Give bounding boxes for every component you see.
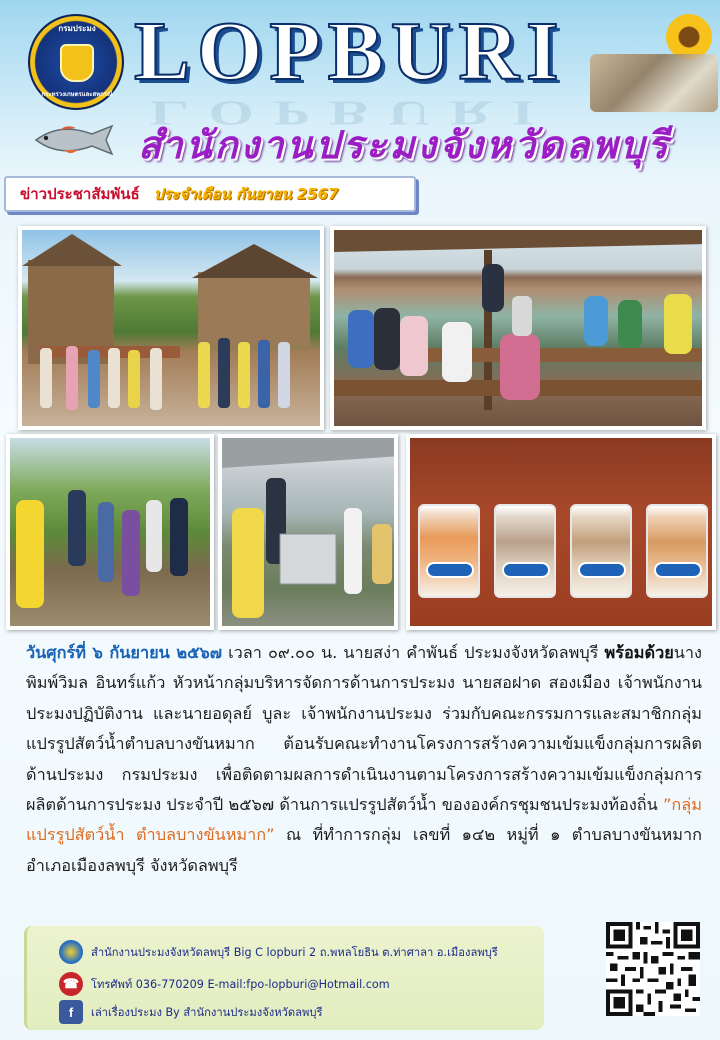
product-tray: [494, 504, 556, 598]
footer-address-row: [59, 940, 498, 964]
photo-meeting-scene: [334, 230, 706, 430]
logo-text-top: กรมประมง: [58, 24, 96, 33]
header: [0, 0, 720, 178]
photo-equipment-scene: [222, 438, 398, 630]
product-tray: [418, 504, 480, 598]
department-seal-icon: [28, 14, 124, 110]
goats-photo: [590, 54, 718, 112]
footer-contact: [24, 926, 544, 1030]
news-banner: [4, 176, 416, 212]
article-date: วันศุกร์ที่ ๖ กันยายน ๒๕๖๗: [26, 643, 222, 662]
facebook-icon[interactable]: f: [59, 1000, 83, 1024]
logo-text-bottom: กระทรวงเกษตรและสหกรณ์: [41, 92, 113, 98]
product-tray: [646, 504, 708, 598]
footer-facebook[interactable]: เล่าเรื่องประมง By สำนักงานประมงจังหวัดลพบุรี: [91, 1006, 323, 1019]
photo-site-visit: [6, 434, 214, 630]
photo-meeting-pavilion: [330, 226, 706, 430]
article-group-name: ”กลุ่มแปรรูปสัตว์น้ำ ตำบลบางขันหมาก”: [26, 795, 702, 845]
article-with: พร้อมด้วย: [604, 643, 674, 662]
product-label-icon: [578, 562, 626, 578]
page-title: LOPBURI: [134, 5, 566, 98]
phone-icon: ☎: [59, 972, 83, 996]
product-tray: [570, 504, 632, 598]
photo-equipment: [218, 434, 398, 630]
page-subtitle: สำนักงานประมงจังหวัดลพบุรี: [138, 123, 671, 167]
photo-group-at-building: [18, 226, 324, 430]
article-body-1: นางพิมพ์วิมล อินทร์แก้ว หัวหน้ากลุ่มบริหารจัดการด้านการประมง นายสอฝาด สองเมือง เจ้าพนักงานประมงปฏิบัติงาน และนายอดุลย์ บูละ เจ้าพนักงานประมง ร่วมกับคณะกรรมการและสมาชิกกลุ่มแปรรูปสัตว์น้ำตำบลบางขันหมาก ต้อนรับคณะทำงานโครงการสร้างความเข้มแข็งกลุ่มการผลิตด้านประมง กรมประมง เพื่อติดตามผลการดำเนินงานตามโครงการสร้างความเข้มแข็งกลุ่มการผลิตด้านการประมง ประจำปี ๒๕๖๗ ด้านการแปรรูปสัตว์น้ำ ขององค์กรชุมชนประมงท้องถิ่น: [26, 643, 702, 815]
photo-group-scene: [22, 230, 324, 430]
product-label-icon: [502, 562, 550, 578]
seal-emblem: [60, 44, 94, 82]
product-label-icon: [426, 562, 474, 578]
title-reflection: LOPBURI: [150, 93, 555, 133]
qr-code[interactable]: [606, 922, 700, 1016]
photo-product-trays: [406, 434, 716, 630]
article-body-2: ณ ที่ทำการกลุ่ม เลขที่ ๑๔๒ หมู่ที่ ๑ ตำบลบางขันหมาก อำเภอเมืองลพบุรี จังหวัดลพบุรี: [26, 825, 702, 875]
product-label-icon: [654, 562, 702, 578]
article-body: [26, 638, 702, 881]
footer-contact: โทรศัพท์ 036-770209 E-mail:fpo-lopburi@Hotmail.com: [91, 978, 390, 991]
qr-code-graphic[interactable]: [606, 922, 700, 1016]
article-time-person: เวลา ๐๙.๐๐ น. นายสง่า คำพันธ์ ประมงจังหวัดลพบุรี: [221, 643, 605, 662]
footer-address: สำนักงานประมงจังหวัดลพบุรี Big C lopburi 2 ถ.พหลโยธิน ต.ท่าศาลา อ.เมืองลพบุรี: [91, 946, 498, 959]
photo-site-scene: [10, 438, 214, 630]
fisheries-logo-icon: [59, 940, 83, 964]
footer-contact-row: [59, 972, 390, 996]
footer-facebook-row[interactable]: [59, 1000, 323, 1024]
banner-label: ข่าวประชาสัมพันธ์: [20, 185, 140, 203]
fish-icon: [30, 120, 116, 160]
banner-month: ประจำเดือน กันยายน 2567: [153, 185, 339, 203]
